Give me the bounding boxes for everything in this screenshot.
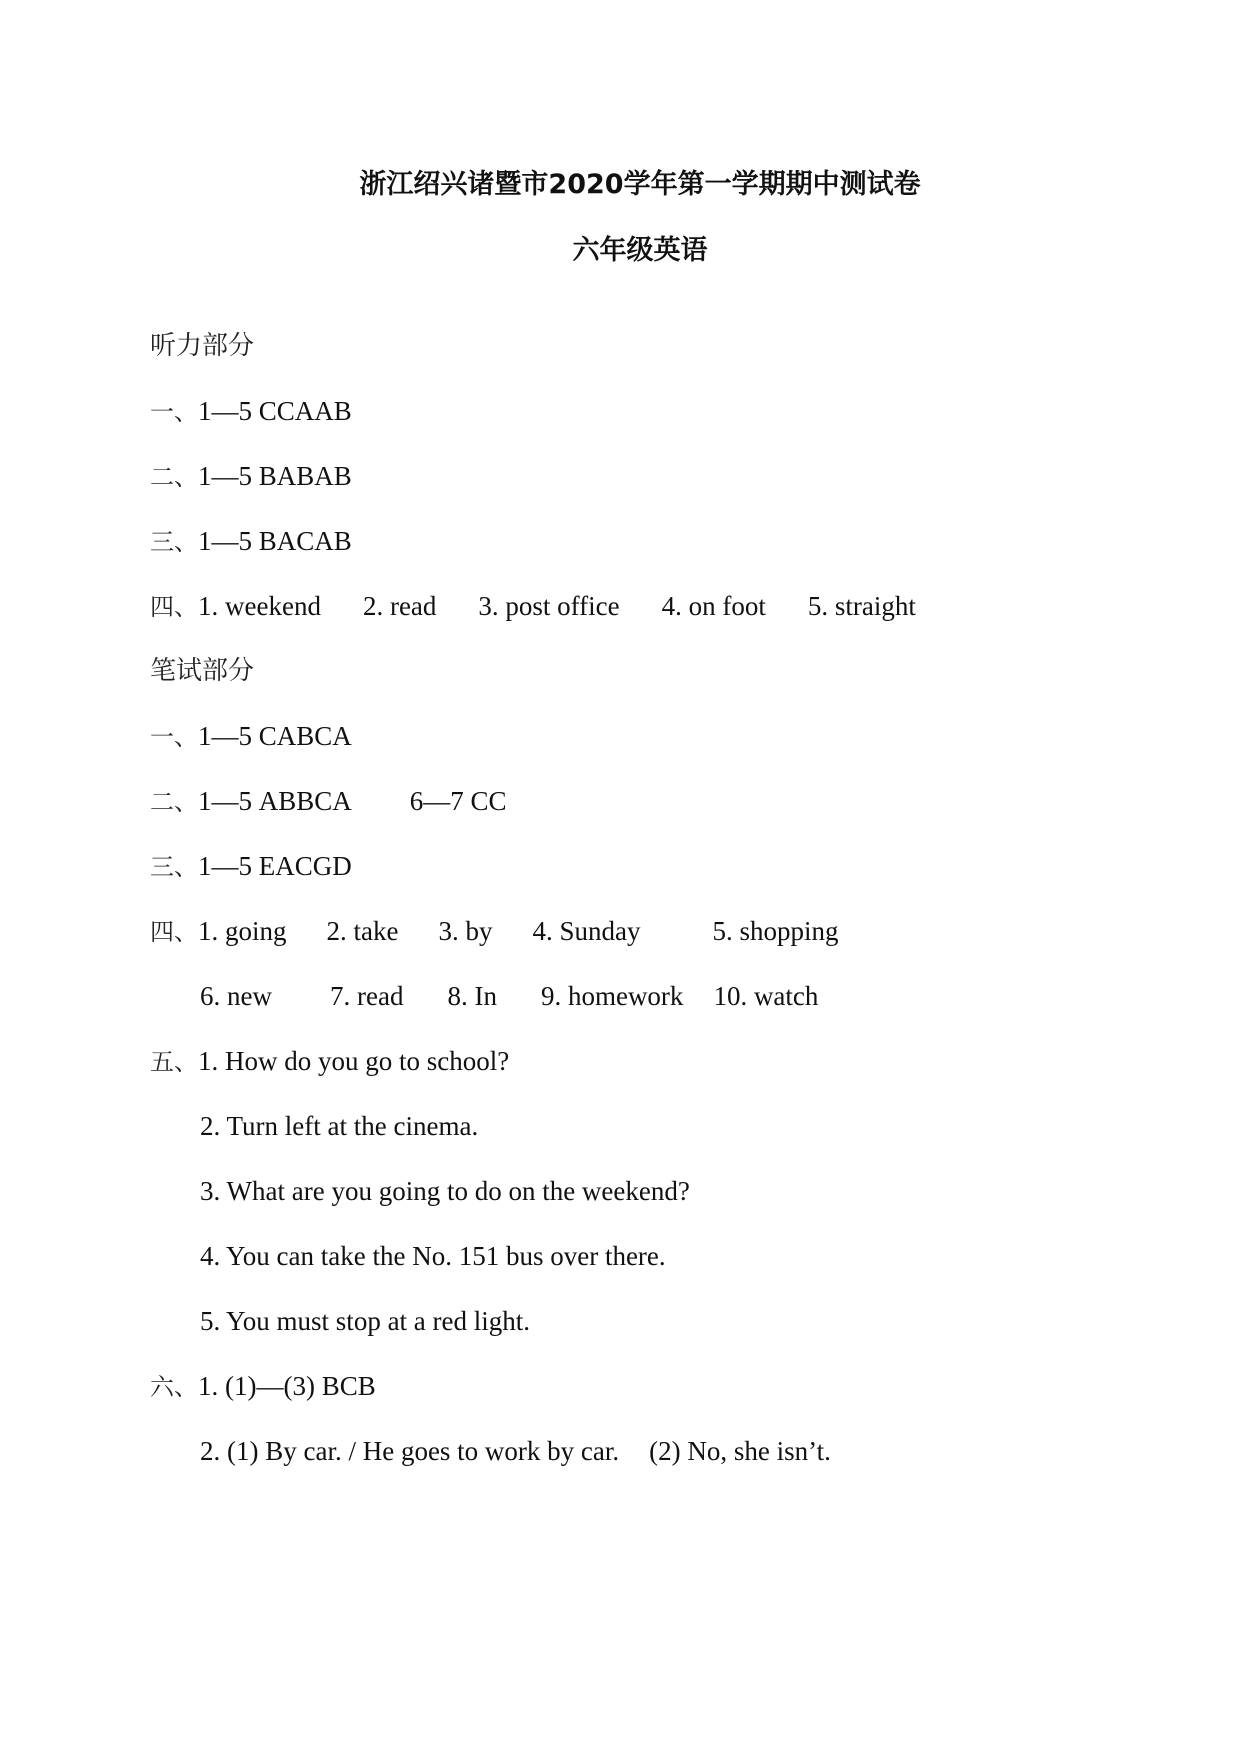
answer-text: 6—7 CC bbox=[409, 786, 507, 816]
answer-text: 1—5 CCAAB bbox=[198, 396, 352, 426]
answer-text: 1—5 EACGD bbox=[198, 851, 352, 881]
section-number: 二、 bbox=[150, 463, 198, 491]
writing-q4-row1 bbox=[150, 915, 839, 948]
section-number: 三、 bbox=[150, 853, 198, 881]
section-number: 一、 bbox=[150, 723, 198, 751]
answer-text: 1—5 ABBCA bbox=[198, 786, 352, 816]
section-number: 五、 bbox=[150, 1048, 198, 1076]
answer-item: 7. read bbox=[329, 981, 404, 1011]
answer-text: 1—5 BABAB bbox=[198, 461, 352, 491]
answer-text: 1—5 BACAB bbox=[198, 526, 352, 556]
section-number: 六、 bbox=[150, 1373, 198, 1401]
answer-item: 3. by bbox=[438, 916, 493, 946]
listening-q2 bbox=[150, 460, 352, 493]
section-number: 二、 bbox=[150, 788, 198, 816]
writing-q5-item2: 2. Turn left at the cinema. bbox=[200, 1111, 479, 1141]
answer-item: 3. post office bbox=[478, 591, 620, 621]
answer-text: (2) No, she isn’t. bbox=[649, 1436, 831, 1466]
answer-text: 2. (1) By car. / He goes to work by car. bbox=[200, 1436, 620, 1466]
answer-item: 9. homework bbox=[540, 981, 684, 1011]
answer-item: 2. read bbox=[362, 591, 437, 621]
listening-q4 bbox=[150, 590, 916, 623]
answer-item: 10. watch bbox=[713, 981, 819, 1011]
writing-q6-item1 bbox=[150, 1370, 376, 1403]
answer-item: 8. In bbox=[447, 981, 497, 1011]
answer-sentence: 1. How do you go to school? bbox=[198, 1046, 510, 1076]
answer-item: 5. straight bbox=[807, 591, 916, 621]
writing-q5-item5: 5. You must stop at a red light. bbox=[200, 1306, 531, 1336]
answer-item: 1. going bbox=[198, 916, 287, 946]
answer-text: 1—5 CABCA bbox=[198, 721, 352, 751]
writing-q5-item1 bbox=[150, 1045, 509, 1078]
page-title: 浙江绍兴诸暨市2020学年第一学期期中测试卷 bbox=[359, 169, 921, 200]
section-number: 三、 bbox=[150, 528, 198, 556]
listening-q3 bbox=[150, 525, 352, 558]
answer-item: 6. new bbox=[200, 981, 272, 1011]
section-number: 一、 bbox=[150, 398, 198, 426]
answer-item: 4. Sunday bbox=[532, 916, 641, 946]
writing-q2 bbox=[150, 785, 507, 818]
answer-item: 5. shopping bbox=[712, 916, 839, 946]
writing-q3 bbox=[150, 850, 352, 883]
listening-q1 bbox=[150, 395, 352, 428]
writing-q5-item3: 3. What are you going to do on the weekend? bbox=[200, 1176, 690, 1206]
writing-q6-item2 bbox=[200, 1435, 831, 1467]
section-number: 四、 bbox=[150, 918, 198, 946]
writing-q1 bbox=[150, 720, 352, 753]
writing-q4-row2 bbox=[200, 980, 818, 1012]
writing-q5-item4: 4. You can take the No. 151 bus over there. bbox=[200, 1241, 666, 1271]
page-subtitle: 六年级英语 bbox=[572, 235, 708, 266]
answer-text: 1. (1)—(3) BCB bbox=[198, 1371, 376, 1401]
listening-heading: 听力部分 bbox=[150, 331, 255, 361]
answer-item: 1. weekend bbox=[198, 591, 321, 621]
section-number: 四、 bbox=[150, 593, 198, 621]
answer-item: 4. on foot bbox=[661, 591, 766, 621]
writing-heading: 笔试部分 bbox=[150, 656, 255, 686]
answer-item: 2. take bbox=[326, 916, 399, 946]
